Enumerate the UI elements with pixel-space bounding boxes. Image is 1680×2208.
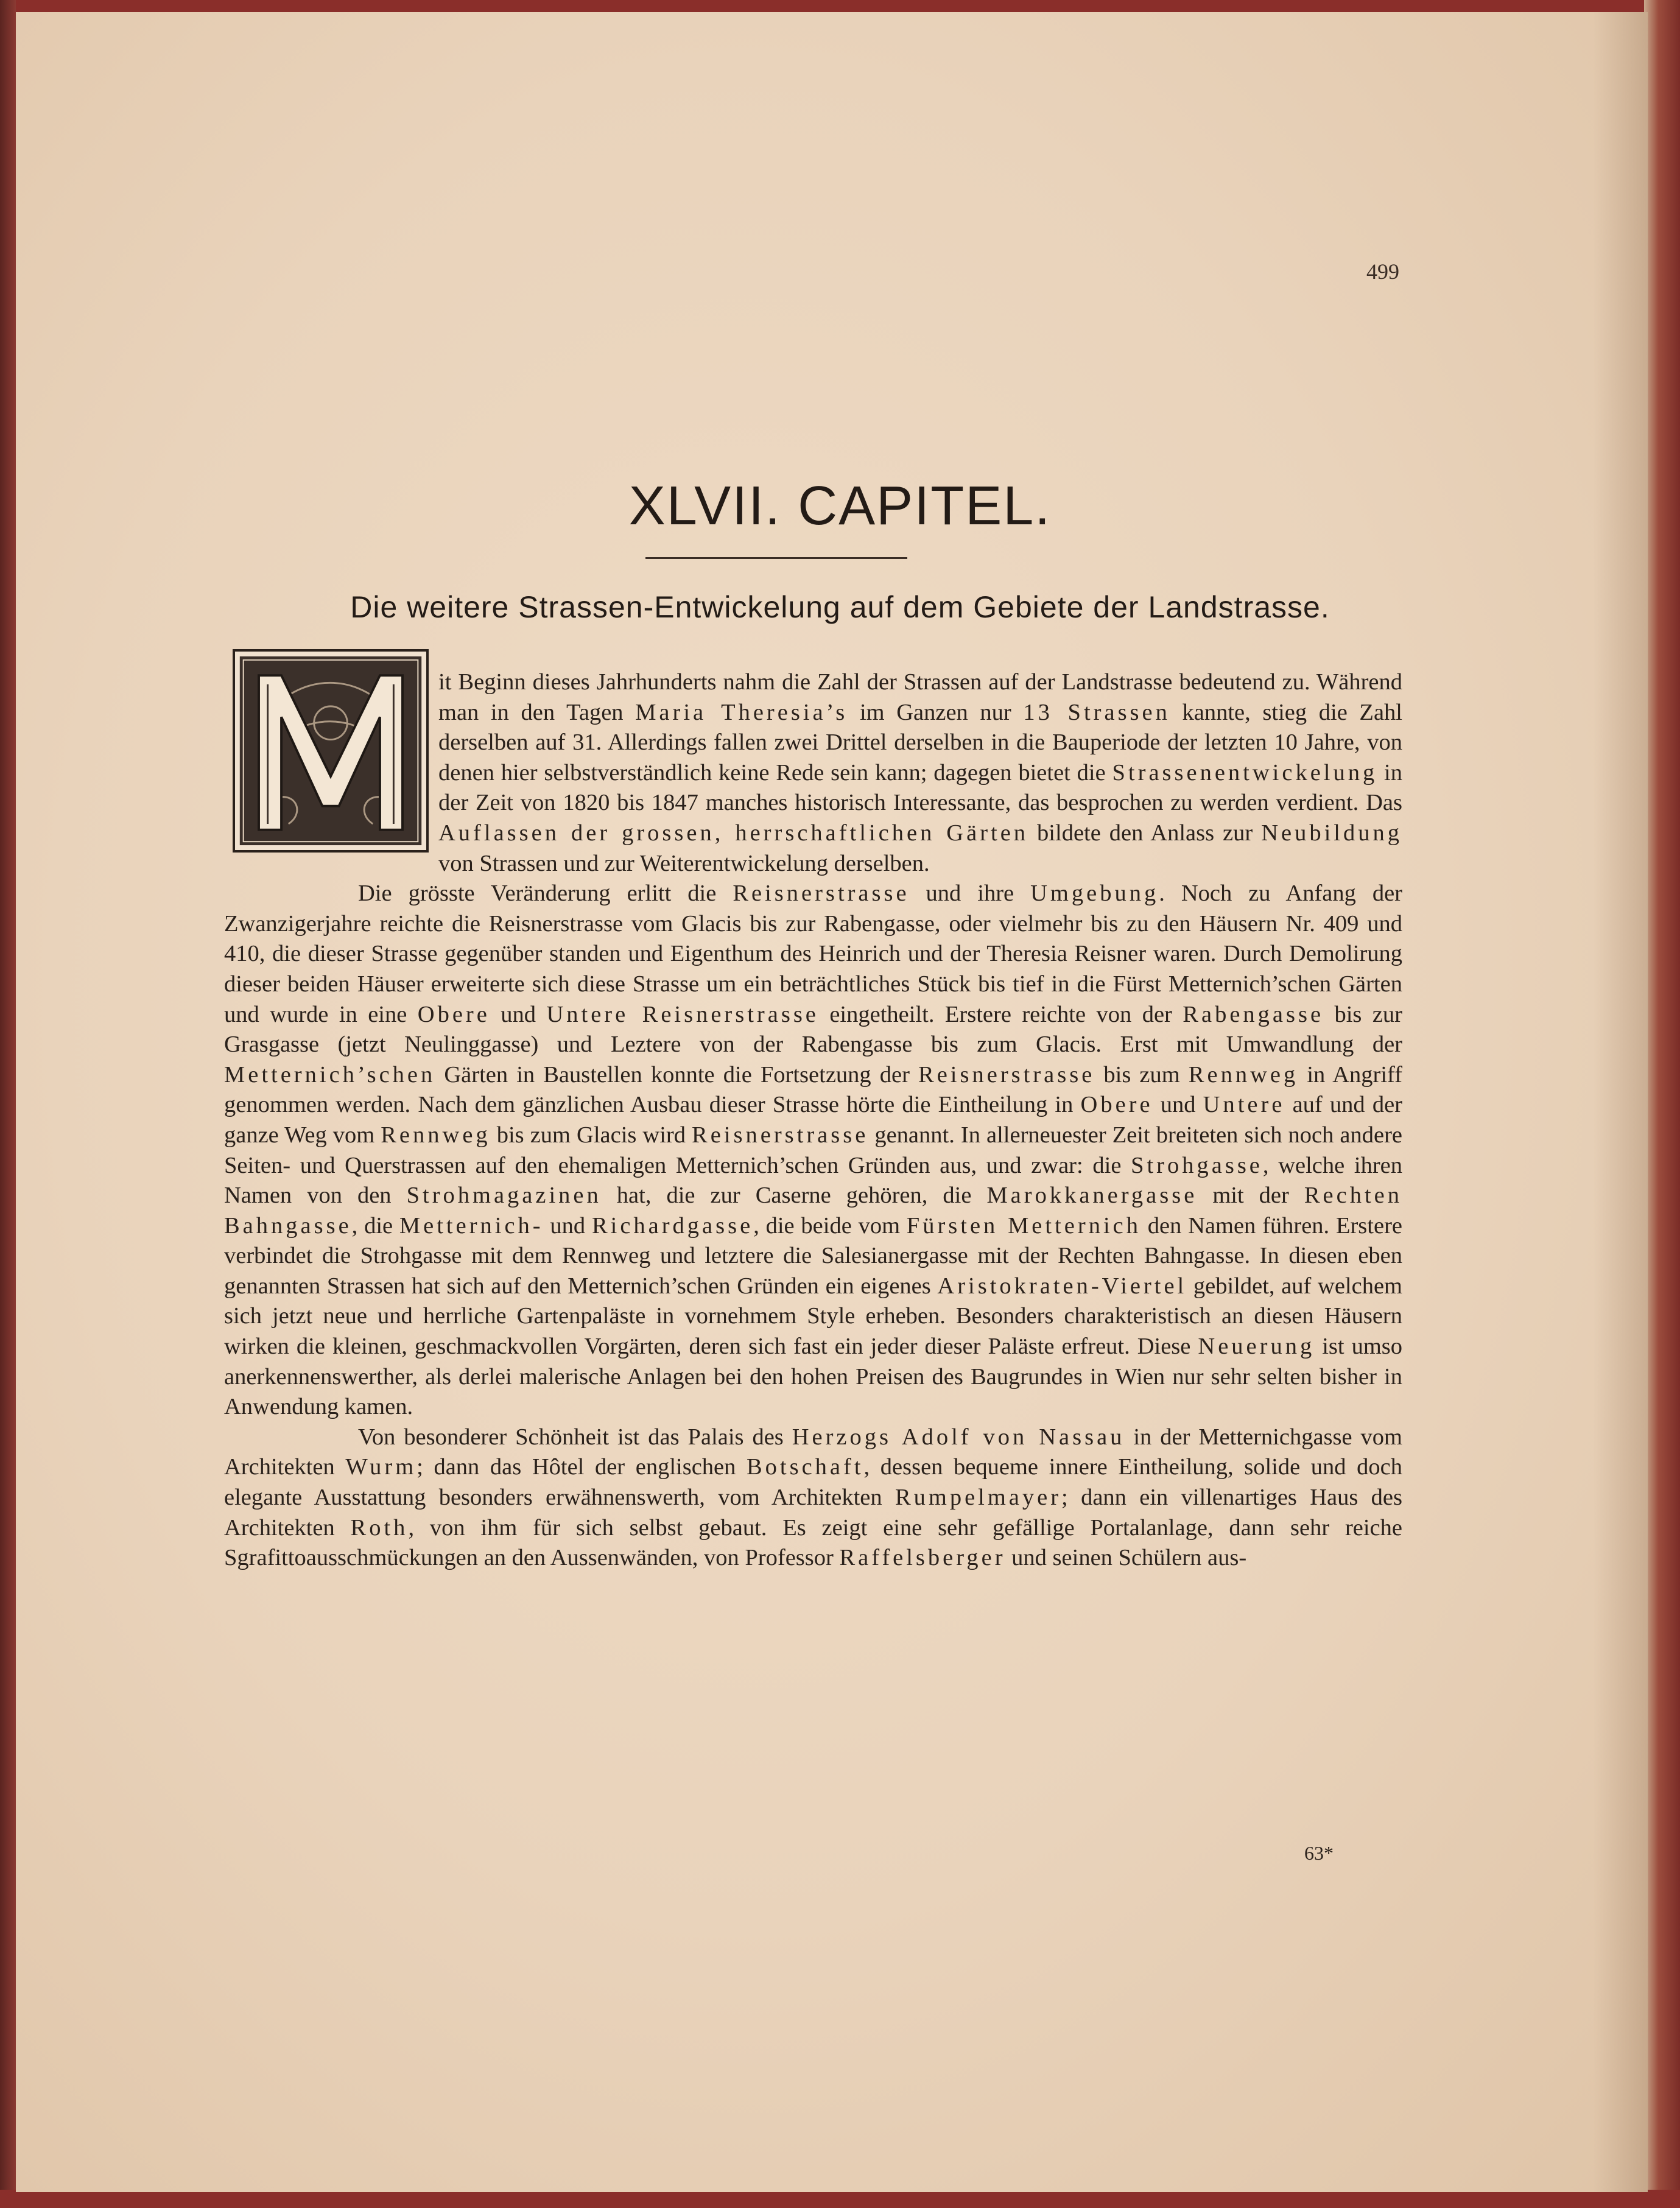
paragraph-text: und seinen Schülern aus- (1005, 1545, 1247, 1571)
paragraph-text: und (490, 1001, 547, 1027)
initial-letter: M (235, 652, 236, 653)
spaced-emphasis-text: Neuerung (1198, 1334, 1315, 1360)
spaced-emphasis-text: Reisnerstrasse (918, 1061, 1095, 1088)
spaced-emphasis-text: Richardgasse (591, 1212, 754, 1239)
paragraph-text: genannt. In allerneuester Zeit breiteten sich noch andere Seiten- und Querstrassen auf den ehemaligen Metternich’schen Gründen aus, und zwar: die (224, 1122, 1403, 1178)
paragraph-text: kannte, stieg die Zahl derselben auf 31. Allerdings fallen zwei Drittel derselben in die Bauperiode der letzten 10 Jahre, von denen hier selbstverständlich keine Rede sein kann; dagegen bietet die (438, 699, 1402, 786)
paragraph-text: im Ganzen nur (848, 699, 1024, 725)
spaced-emphasis-text: Aristokraten-Viertel (937, 1273, 1187, 1299)
paragraph-intro (224, 667, 1402, 879)
paragraph-text: in Angriff genommen werden. Nach dem gänzlichen Ausbau dieser Strasse hörte die Eintheilung in (224, 1061, 1403, 1118)
paragraph-text: eingetheilt. Erstere reichte von der (818, 1001, 1183, 1027)
chapter-body (224, 667, 1402, 1573)
spaced-emphasis-text: Rennweg (381, 1122, 491, 1148)
paragraph-text: in der Zeit von 1820 bis 1847 manches historisch Interessante, das besprochen zu werden verdient. Das (438, 759, 1402, 816)
spaced-emphasis-text: Metternich’schen (224, 1061, 436, 1088)
paragraph-text: und (543, 1212, 592, 1239)
paragraph-text: bis zum Glacis wird (490, 1122, 692, 1148)
spaced-emphasis-text: Raffelsberger (839, 1545, 1006, 1571)
spaced-emphasis-text: Botschaft (746, 1454, 864, 1480)
book-edge-bottom (0, 2190, 1680, 2208)
spaced-emphasis-text: Obere (417, 1001, 490, 1027)
title-divider (645, 557, 907, 559)
paragraph-text: , von ihm für sich selbst gebaut. Es zeigt eine sehr gefällige Portalanlage, dann sehr reiche Sgrafittoausschmückungen an den Aussenwänden, von Professor (224, 1514, 1402, 1571)
paragraph-text: ist umso anerkennenswerther, als derlei malerische Anlagen bei den hohen Preisen des Baugrundes in Wien nur sehr selten bisher in Anwendung kamen. (224, 1334, 1403, 1420)
spaced-emphasis-text: Reisnerstrasse (692, 1122, 869, 1148)
spaced-emphasis-text: Rennweg (1188, 1061, 1299, 1088)
paragraph-palais (224, 1422, 1402, 1573)
paragraph-text: , die (351, 1212, 399, 1239)
paragraph-text: von Strassen und zur Weiterentwickelung derselben. (438, 850, 930, 876)
spaced-emphasis-text: Rumpelmayer (894, 1485, 1062, 1511)
paragraph-text: bildete den Anlass zur (1028, 820, 1262, 846)
paragraph-text: mit der (1197, 1183, 1304, 1209)
paragraph-text: Gärten in Baustellen konnte die Fortsetzung der (435, 1061, 919, 1088)
chapter-title: XLVII. CAPITEL. (628, 476, 1052, 536)
spaced-emphasis-text: Umgebung (1030, 881, 1159, 907)
spaced-emphasis-text: Maria Theresia’s (635, 699, 848, 725)
paragraph-text: und ihre (909, 881, 1031, 907)
paragraph-reisnerstrasse (224, 879, 1402, 1422)
spaced-emphasis-text: Wurm (345, 1454, 417, 1480)
spaced-emphasis-text: Rabengasse (1183, 1001, 1324, 1027)
drop-cap-spacer (224, 649, 438, 863)
spaced-emphasis-text: Untere Reisnerstrasse (546, 1001, 819, 1027)
spaced-emphasis-text: 13 Strassen (1023, 699, 1170, 725)
spaced-emphasis-text: Fürsten Metternich (906, 1212, 1141, 1239)
spaced-emphasis-text: Reisnerstrasse (733, 881, 910, 907)
spaced-emphasis-text: Strohgasse (1131, 1152, 1263, 1178)
paragraph-text: bis zum (1095, 1061, 1189, 1088)
paragraph-text: . Noch zu Anfang der Zwanzigerjahre reichte die Reisnerstrasse vom Glacis bis zur Rabengasse, oder vielmehr bis zu den Häusern Nr. 409 und 410, die dieser Strasse gegenüber standen und Eigenthum des Heinrich und der Theresia Reisner waren. Durch Demolirung dieser beiden Häuser erweiterte sich diese Strasse um ein beträchtliches Stück bis tief in die Fürst Metternich’schen Gärten und wurde in eine (224, 881, 1403, 1027)
spaced-emphasis-text: Rechten Bahngasse (224, 1183, 1403, 1239)
spaced-emphasis-text: Untere (1203, 1092, 1285, 1118)
paragraph-text: ; dann ein villenartiges Haus des Architekten (224, 1485, 1402, 1541)
paragraph-text: Die grösste Veränderung erlitt die (358, 881, 733, 907)
paragraph-text: , die beide vom (753, 1212, 907, 1239)
paragraph-text: , welche ihren Namen von den (224, 1152, 1402, 1209)
spaced-emphasis-text: Neubildung (1261, 820, 1402, 846)
spaced-emphasis-text: Strassenentwickelung (1112, 759, 1378, 786)
paragraph-text: it Beginn dieses Jahrhunderts nahm die Zahl der Strassen auf der Landstrasse bedeutend zu. Während man in den Tagen (438, 669, 1402, 725)
paragraph-text: in der Metternichgasse vom Architekten (224, 1424, 1402, 1480)
paragraph-text: und (1153, 1092, 1203, 1118)
book-spine-edge (0, 0, 16, 2208)
chapter-subtitle: Die weitere Strassen-Entwickelung auf dem Gebiete der Landstrasse. (350, 590, 1330, 624)
book-edge-right (1644, 0, 1680, 2208)
book-edge-top (0, 0, 1680, 13)
spaced-emphasis-text: Strohmagazinen (406, 1183, 602, 1209)
paragraph-text: den Namen führen. Erstere verbindet die Strohgasse mit dem Rennweg und letztere die Salesianergasse mit der Rechten Bahngasse. In diesen eben genannten Strassen hat sich auf den Metternich’schen Gründen ein eigenes (224, 1212, 1402, 1299)
paragraph-text: bis zur Grasgasse (jetzt Neulinggasse) und Leztere von der Rabengasse bis zum Glacis. Erst mit Umwandlung der (224, 1001, 1403, 1058)
paragraph-text: auf und der ganze Weg vom (224, 1092, 1402, 1148)
paragraph-text: hat, die zur Caserne gehören, die (601, 1183, 987, 1209)
paragraph-text: gebildet, auf welchem sich jetzt neue und herrliche Gartenpaläste in vornehmem Style erheben. Besonders charakteristisch an diesen Häusern wirken die kleinen, geschmackvollen Vorgärten, deren sich fast ein jeder dieser Paläste erfreut. Diese (224, 1273, 1402, 1360)
paragraph-text: ; dann das Hôtel der englischen (416, 1454, 747, 1480)
spaced-emphasis-text: Roth (350, 1514, 409, 1541)
page-number: 499 (1366, 259, 1399, 284)
spaced-emphasis-text: Auflassen der grossen, herrschaftlichen Gärten (438, 820, 1029, 846)
paragraph-text: Von besonderer Schönheit ist das Palais des (358, 1424, 792, 1450)
paragraph-text: , dessen bequeme innere Eintheilung, solide und doch elegante Ausstattung besonders erwähnenswerth, vom Architekten (224, 1454, 1402, 1511)
spaced-emphasis-text: Metternich- (399, 1212, 544, 1239)
spaced-emphasis-text: Obere (1080, 1092, 1153, 1118)
spaced-emphasis-text: Herzogs Adolf von Nassau (792, 1424, 1125, 1450)
printer-signature-mark: 63* (1304, 1842, 1334, 1864)
spaced-emphasis-text: Marokkanergasse (986, 1183, 1198, 1209)
